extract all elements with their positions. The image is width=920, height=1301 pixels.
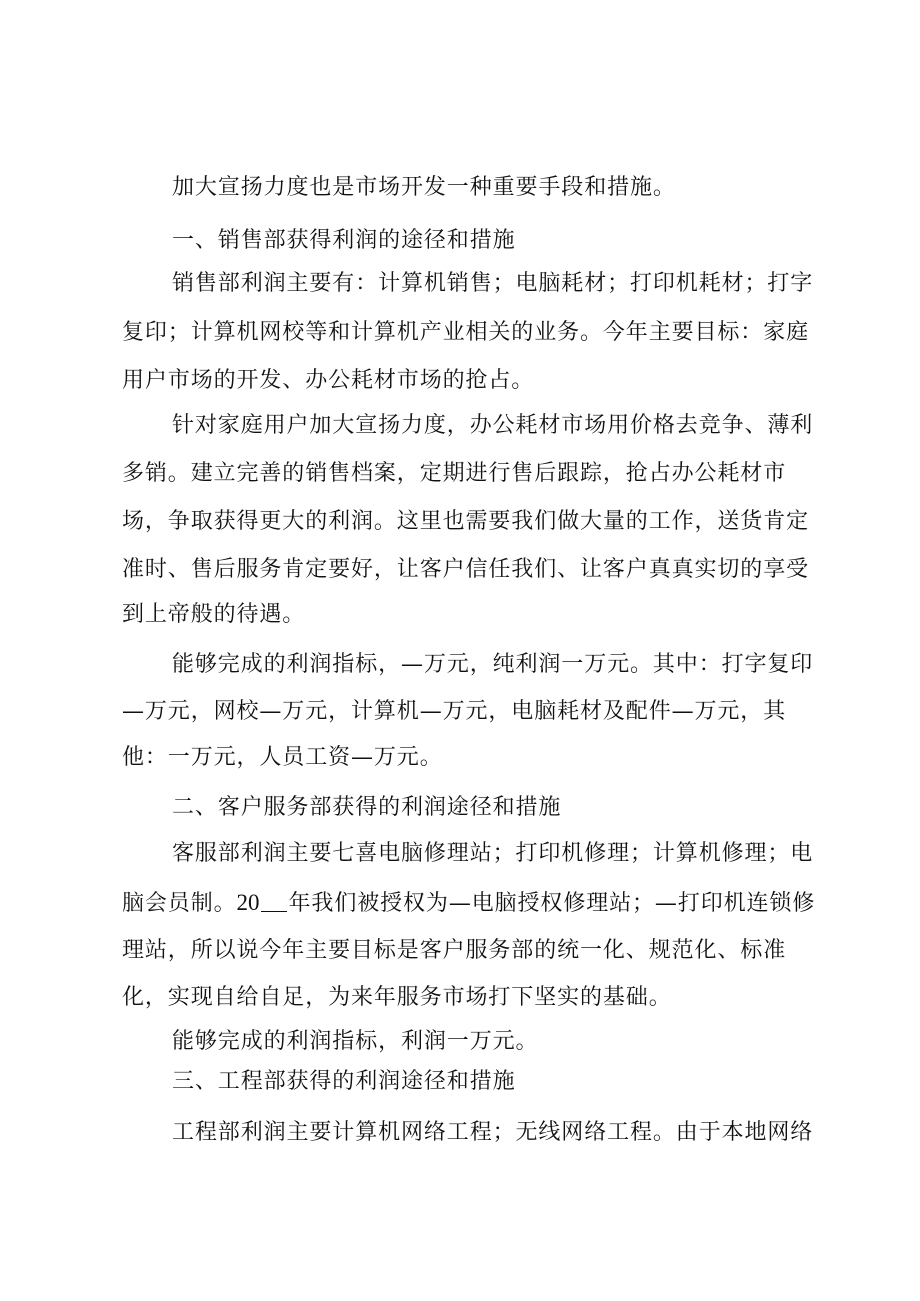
section-heading: 二、客户服务部获得的利润途径和措施 [172,795,562,820]
paragraph-line: 加大宣扬力度也是市场开发一种重要手段和措施。 [172,175,676,200]
year-prefix: 20 [236,890,260,915]
section-heading: 三、工程部获得的利润途径和措施 [172,1069,516,1094]
paragraph-line [122,891,815,916]
paragraph-line: 场，争取获得更大的利润。这里也需要我们做大量的工作，送货肯定 [122,509,810,534]
paragraph-line: 准时、售后服务肯定要好，让客户信任我们、让客户真真实切的享受 [122,557,810,582]
paragraph-line: 客服部利润主要七喜电脑修理站；打印机修理；计算机修理；电 [172,841,814,866]
section-heading: 一、销售部获得利润的途径和措施 [172,228,516,253]
paragraph-line: 他：一万元，人员工资—万元。 [122,745,443,770]
paragraph-line: 理站，所以说今年主要目标是客户服务部的统一化、规范化、标准 [122,938,787,963]
line-prefix: 脑会员制。 [122,891,237,916]
paragraph-line: —万元，网校—万元，计算机—万元，电脑耗材及配件—万元，其 [122,699,787,724]
paragraph-line: 到上帝般的待遇。 [122,602,306,627]
paragraph-line: 针对家庭用户加大宣扬力度，办公耗材市场用价格去竞争、薄利 [172,413,814,438]
paragraph-line: 化，实现自给自足，为来年服务市场打下坚实的基础。 [122,985,672,1010]
paragraph-line: 工程部利润主要计算机网络工程；无线网络工程。由于本地网络 [172,1120,814,1145]
paragraph-line: 复印；计算机网校等和计算机产业相关的业务。今年主要目标：家庭 [122,320,810,345]
line-rest: 年我们被授权为—电脑授权修理站；—打印机连锁修 [288,891,816,916]
year-blank [261,891,287,912]
paragraph-line: 多销。建立完善的销售档案，定期进行售后跟踪，抢占办公耗材市 [122,461,787,486]
paragraph-line: 能够完成的利润指标，利润一万元。 [172,1029,539,1054]
paragraph-line: 销售部利润主要有：计算机销售；电脑耗材；打印机耗材；打字 [172,271,814,296]
paragraph-line: 用户市场的开发、办公耗材市场的抢占。 [122,368,535,393]
paragraph-line: 能够完成的利润指标，—万元，纯利润一万元。其中：打字复印 [172,652,814,677]
